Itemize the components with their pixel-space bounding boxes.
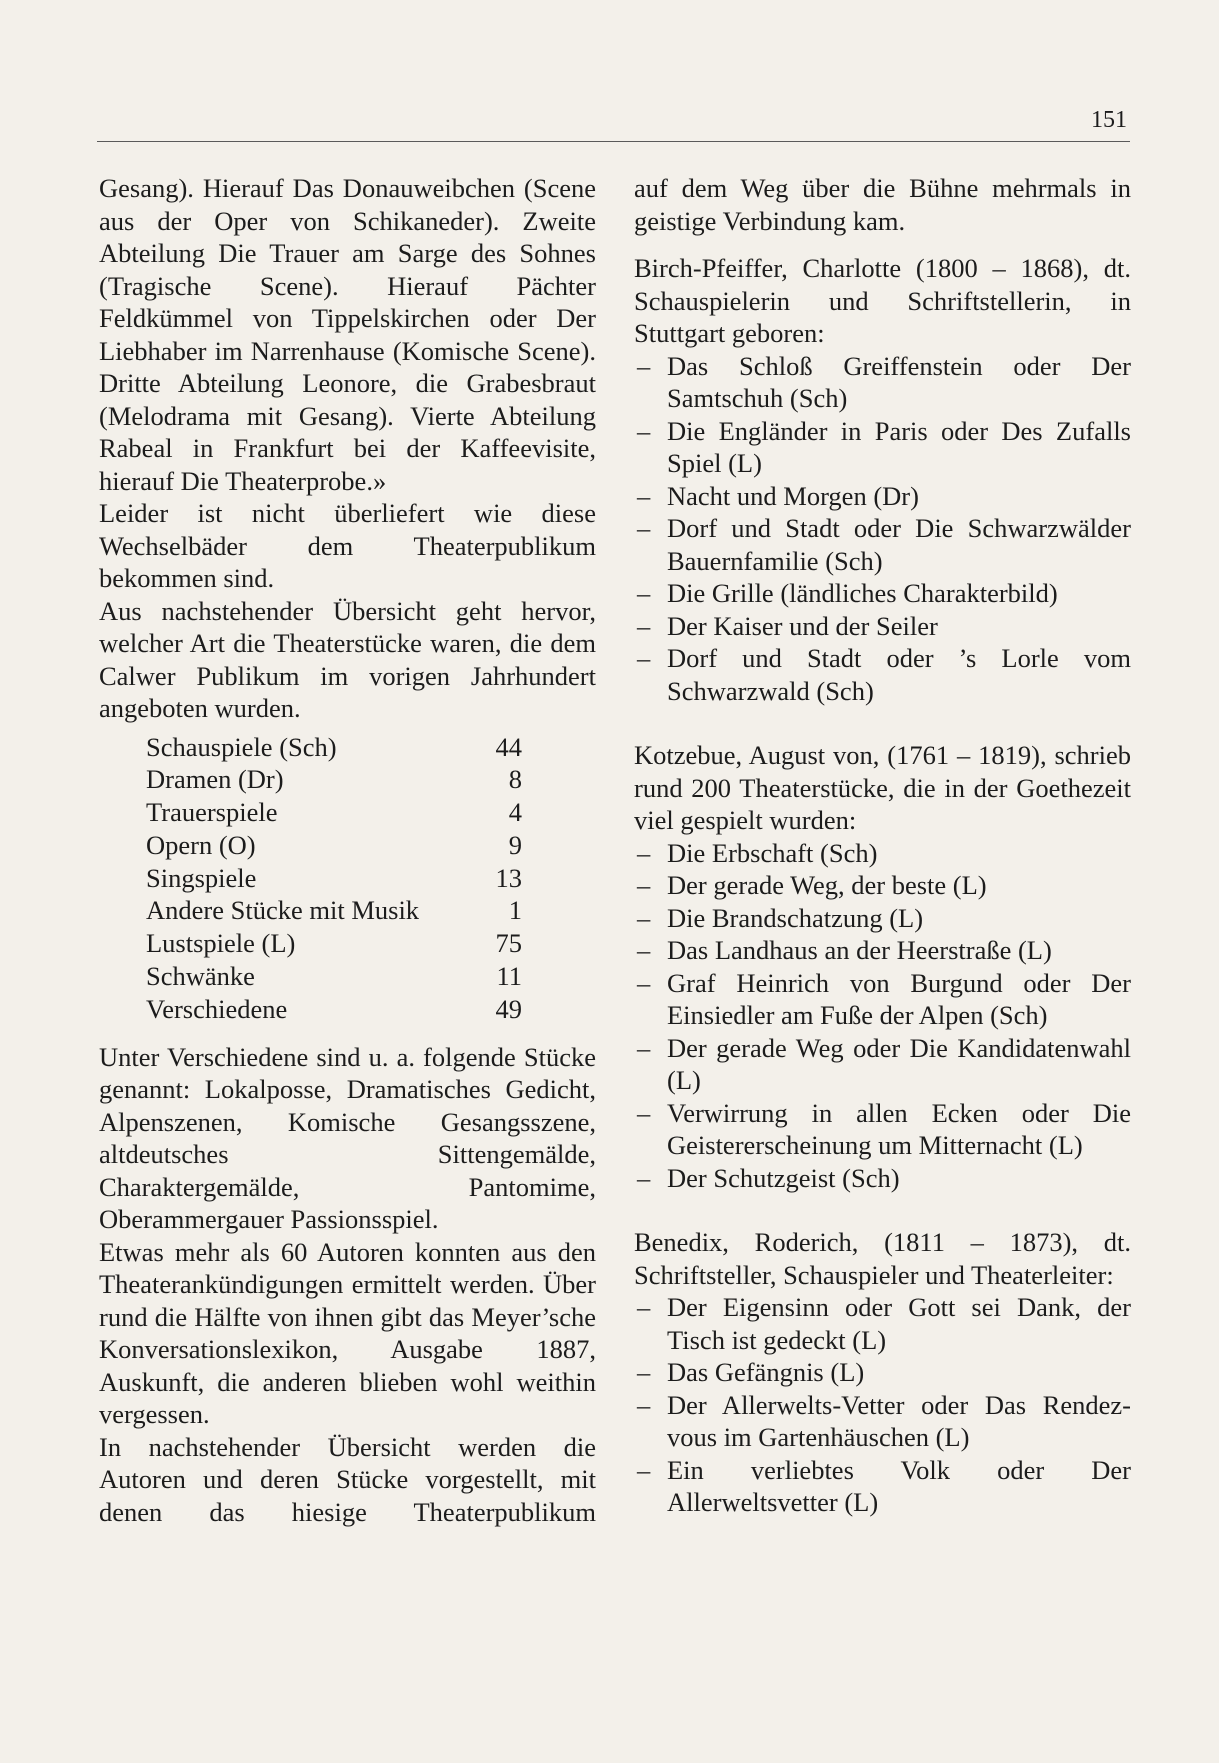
stat-value: 49 [495,993,522,1024]
play-item: – Graf Heinrich von Burgund oder Der Einsiedler am Fuße der Alpen (Sch) [634,967,1131,1032]
stat-row [146,993,522,1026]
stat-value: 8 [508,764,522,795]
stat-label: Verschiedene [146,993,288,1024]
stat-row [146,731,522,764]
stat-label: Lustspiele (L) [146,928,296,959]
header-rule [97,141,1130,142]
left-column [99,172,596,1528]
stat-row [146,829,522,862]
play-item: – Das Schloß Greiffenstein oder Der Samtschuh (Sch) [634,350,1131,415]
stat-value: 75 [495,928,522,959]
stat-value: 1 [508,895,522,926]
stat-label: Trauerspiele [146,797,278,828]
play-item: – Der Eigensinn oder Gott sei Dank, der Tisch ist gedeckt (L) [634,1291,1131,1356]
stat-row [146,862,522,895]
stat-row [146,960,522,993]
play-list-birch-pfeiffer [634,350,1131,708]
stat-label: Singspiele [146,862,257,893]
verschiedene-paragraph: Unter Verschiedene sind u. a. folgende Stücke genannt: Lokalposse, Dramatisches Gedicht, Alpenszenen, Komische Gesangsszene, altdeutsches Sittengemälde, Charaktergemälde, Pantomime, Oberammergauer Passionsspiel. [99,1041,596,1235]
play-item: – Die Brandschatzung (L) [634,902,1131,935]
play-item: – Der Allerwelts-Vetter oder Das Rendez-vous im Gartenhäuschen (L) [634,1389,1131,1454]
play-item: – Der gerade Weg, der beste (L) [634,869,1131,902]
stat-label: Opern (O) [146,829,256,860]
page-number: 151 [1091,107,1127,133]
stat-row [146,927,522,960]
stat-label: Schauspiele (Sch) [146,731,337,762]
stat-value: 44 [495,731,522,762]
vorgestellt-paragraph: In nachstehender Übersicht werden die Autoren und deren Stücke vorgestellt, mit denen das hiesige Theaterpublikum [99,1431,596,1527]
spacer [634,237,1131,252]
stat-value: 11 [496,961,522,992]
stat-label: Dramen (Dr) [146,764,284,795]
stat-row [146,796,522,829]
play-list-kotzebue [634,837,1131,1195]
stat-row [146,894,522,927]
leider-paragraph: Leider ist nicht überliefert wie diese Wechselbäder dem Theaterpublikum bekommen sind. [99,498,596,593]
play-item: – Dorf und Stadt oder ’s Lorle vom Schwarzwald (Sch) [634,642,1131,707]
intro-paragraph: Gesang). Hierauf Das Donauweibchen (Scene aus der Oper von Schikaneder). Zweite Abteilung Die Trauer am Sarge des Sohnes (Tragische Scene). Hierauf Pächter Feldkümmel von Tippelskirchen oder Der Liebhaber im Narrenhause (Komische Scene). Dritte Abteilung Leonore, die Grabesbraut (Melodrama mit Gesang). Vierte Abteilung Rabeal in Frankfurt bei der Kaffeevisite, hierauf Die Theaterprobe.» [99,173,596,496]
play-type-statistics [146,731,522,1026]
uebersicht-paragraph: Aus nachstehender Übersicht geht hervor, welcher Art die Theaterstücke waren, die dem Calwer Publikum im vorigen Jahrhundert angeboten wurden. [99,595,596,723]
stat-value: 4 [508,797,522,828]
stat-label: Andere Stücke mit Musik [146,895,420,926]
autoren-paragraph: Etwas mehr als 60 Autoren konnten aus den Theaterankündigungen ermittelt werden. Über rund die Hälfte von ihnen gibt das Meyer’sche Konversationslexikon, Ausgabe 1887, Auskunft, die anderen blieben wohl weithin vergessen. [99,1236,596,1430]
play-item: – Verwirrung in allen Ecken oder Die Geistererscheinung um Mitternacht (L) [634,1097,1131,1162]
stat-row [146,763,522,796]
play-item: – Der gerade Weg oder Die Kandidatenwahl (L) [634,1032,1131,1097]
play-item: – Der Schutzgeist (Sch) [634,1162,1131,1195]
author-intro-kotzebue: Kotzebue, August von, (1761 – 1819), schrieb rund 200 Theaterstücke, die in der Goethezeit viel gespielt wurden: [634,740,1131,835]
spacer [99,1026,596,1041]
play-item: – Die Engländer in Paris oder Des Zufalls Spiel (L) [634,415,1131,480]
stat-label: Schwänke [146,961,255,992]
play-item: – Das Landhaus an der Heerstraße (L) [634,934,1131,967]
play-item: – Die Erbschaft (Sch) [634,837,1131,870]
play-item: – Nacht und Morgen (Dr) [634,480,1131,513]
play-list-benedix [634,1291,1131,1519]
play-item: – Dorf und Stadt oder Die Schwarzwälder Bauernfamilie (Sch) [634,512,1131,577]
play-item: – Die Grille (ländliches Charakterbild) [634,577,1131,610]
play-item: – Ein verliebtes Volk oder Der Allerweltsvetter (L) [634,1454,1131,1519]
spacer [634,1194,1131,1226]
right-column [634,172,1131,1519]
author-intro-birch-pfeiffer: Birch-Pfeiffer, Charlotte (1800 – 1868), dt. Schauspielerin und Schriftstellerin, in Stuttgart geboren: [634,253,1131,348]
continuation-paragraph: auf dem Weg über die Bühne mehrmals in geistige Verbindung kam. [634,173,1131,236]
spacer [634,707,1131,739]
play-item: – Der Kaiser und der Seiler [634,610,1131,643]
stat-value: 9 [508,829,522,860]
author-intro-benedix: Benedix, Roderich, (1811 – 1873), dt. Schriftsteller, Schauspieler und Theaterleiter: [634,1227,1131,1290]
stat-value: 13 [495,862,522,893]
play-item: – Das Gefängnis (L) [634,1356,1131,1389]
